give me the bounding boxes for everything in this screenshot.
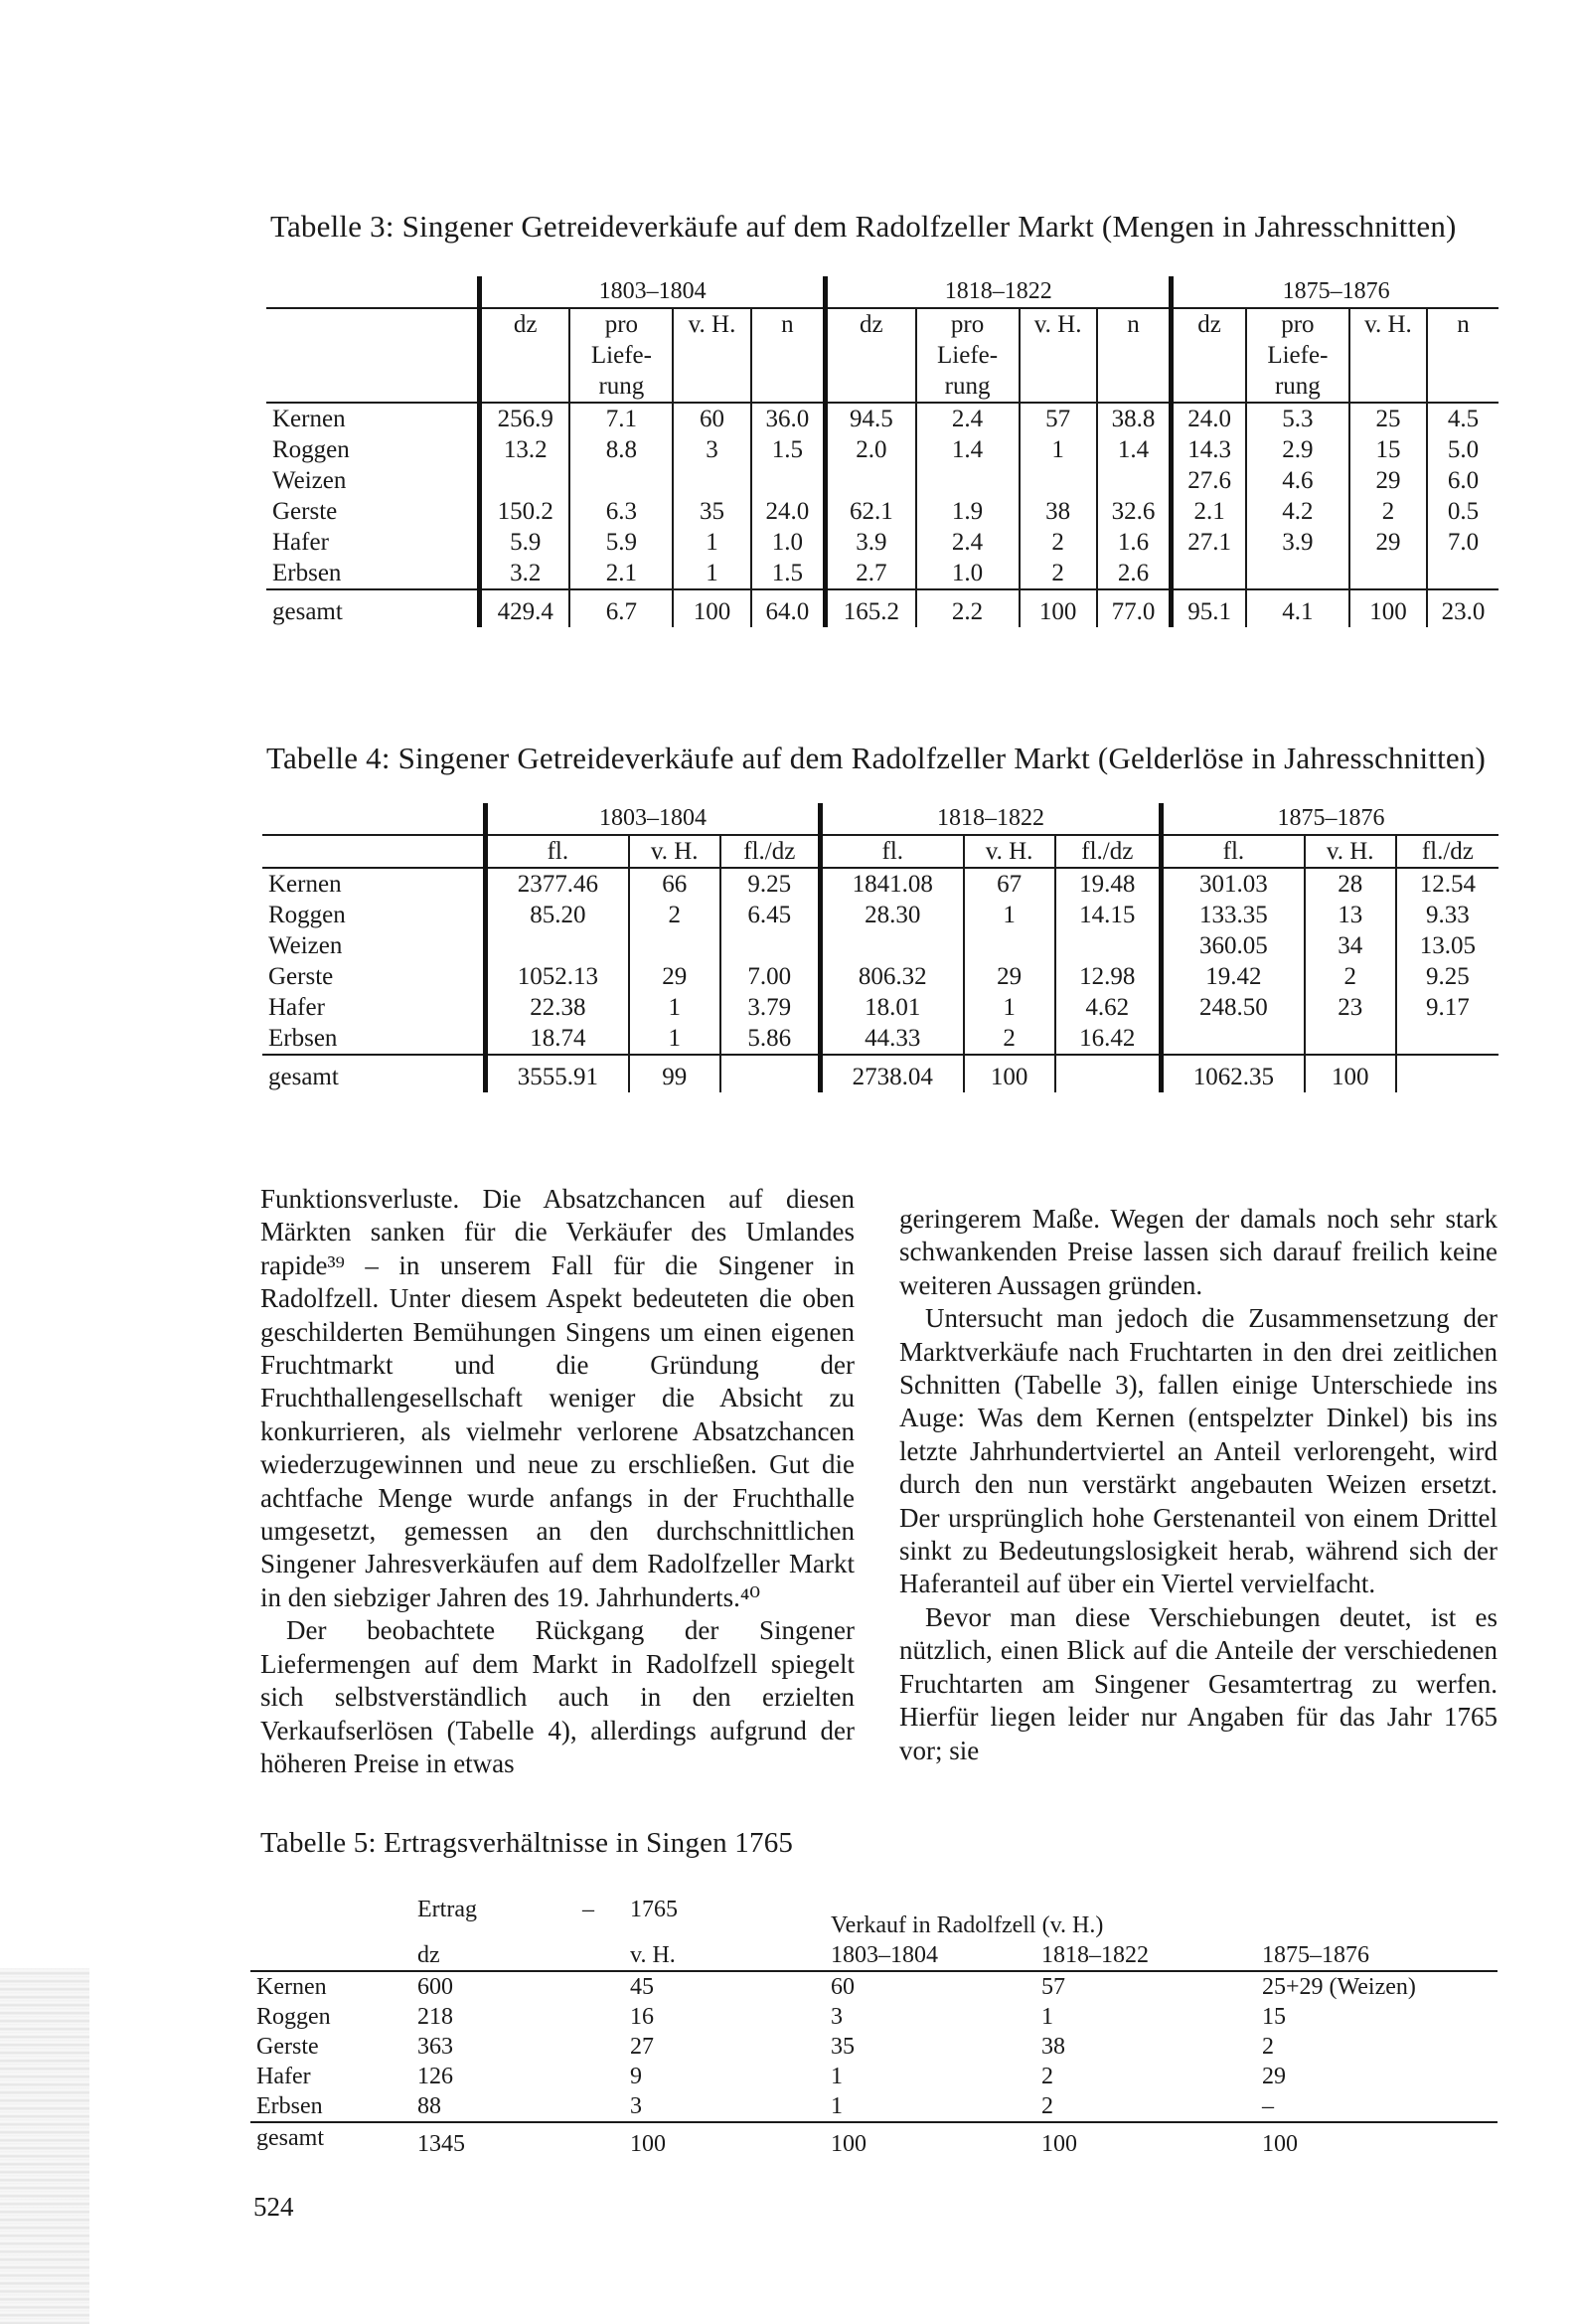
paragraph: Bevor man diese Verschiebungen deutet, ist es nützlich, einen Blick auf die Anteile der verschiedenen Fruchtarten am Singener Gesamtertrag zu werfen. Hierfür liegen leider nur Angaben für das Jahr 1765 vor; sie [899, 1601, 1498, 1765]
table3-cell: 23.0 [1427, 589, 1498, 627]
table3-cell: 38 [1020, 496, 1097, 527]
table4-cell: 9.25 [1396, 961, 1498, 992]
table3-cell [569, 465, 673, 496]
table5-cell: 100 [1035, 2122, 1256, 2159]
table4-cell [1396, 1055, 1498, 1092]
table4-row-label: gesamt [262, 1055, 486, 1092]
table3-cell: 2.1 [1172, 496, 1246, 527]
table4-cell: 133.35 [1162, 900, 1305, 930]
table5-row-label: Erbsen [256, 2093, 323, 2119]
table4-cell: 2 [964, 1023, 1055, 1055]
table3-cell: 6.0 [1427, 465, 1498, 496]
table4-cell: 12.98 [1055, 961, 1162, 992]
table5-cell: 16 [630, 2004, 654, 2030]
table3-cell: 24.0 [751, 496, 826, 527]
table4-cell: 4.62 [1055, 992, 1162, 1023]
table3-subheader: pro Liefe- rung [569, 308, 673, 403]
table4-cell [486, 930, 629, 961]
table3-cell [1020, 465, 1097, 496]
table5-cell: 100 [624, 2122, 825, 2159]
table3-cell: 100 [1349, 589, 1427, 627]
table3-cell [1172, 558, 1246, 589]
table4-cell: 85.20 [486, 900, 629, 930]
table4-cell: 9.25 [720, 868, 821, 900]
table4-subheader: fl. [486, 835, 629, 868]
table3-cell: 24.0 [1172, 403, 1246, 434]
table4-cell [1055, 1055, 1162, 1092]
table3-cell: 1.4 [1097, 434, 1172, 465]
table5-cell: – [1262, 2093, 1274, 2119]
table4-cell: 19.48 [1055, 868, 1162, 900]
table4-row [262, 900, 1498, 930]
table3-cell: 4.1 [1246, 589, 1349, 627]
table5-total-row [250, 2122, 1498, 2159]
table5-spacer [552, 2032, 624, 2062]
table4-cell: 3.79 [720, 992, 821, 1023]
table3-cell: 5.0 [1427, 434, 1498, 465]
table3-cell [1349, 558, 1427, 589]
table3-cell: 4.6 [1246, 465, 1349, 496]
table5-spacer [552, 1971, 624, 2002]
table5-cell: 88 [417, 2093, 441, 2119]
table3-cell: 2.1 [569, 558, 673, 589]
table5-row [250, 1971, 1498, 2002]
table5-period: 1818–1822 [1035, 1940, 1256, 1971]
table4-cell [820, 930, 963, 961]
table5-cell: 60 [831, 1974, 855, 2000]
table5-cell: 1 [1041, 2004, 1053, 2030]
table5-cell: 600 [417, 1974, 453, 2000]
table3-cell: 2 [1020, 558, 1097, 589]
table5-cell: 1 [831, 2064, 843, 2089]
table3-cell: 36.0 [751, 403, 826, 434]
table4-cell: 28.30 [820, 900, 963, 930]
table3-cell: 64.0 [751, 589, 826, 627]
table5-row [250, 2032, 1498, 2062]
table4-cell: 34 [1305, 930, 1396, 961]
table5-row-label: gesamt [250, 2122, 411, 2159]
table5-header-ertrag: Ertrag [417, 1897, 477, 1922]
table3-row [266, 496, 1498, 527]
table3-cell: 2.0 [826, 434, 916, 465]
table5-cell: 1 [831, 2093, 843, 2119]
table3-cell: 429.4 [480, 589, 570, 627]
table4-row-label: Gerste [268, 963, 334, 990]
table3-cell: 57 [1020, 403, 1097, 434]
table3-cell: 62.1 [826, 496, 916, 527]
table4-cell [1305, 1023, 1396, 1055]
table3-cell: 77.0 [1097, 589, 1172, 627]
table4-cell: 99 [629, 1055, 720, 1092]
table3-row [266, 465, 1498, 496]
table4 [262, 803, 1498, 1092]
table3-cell: 2.2 [916, 589, 1020, 627]
paragraph: Funktionsverluste. Die Absatzchancen auf diesen Märkten sanken für die Verkäufer des Umlandes rapide³⁹ – in unserem Fall für die Singener in Radolfzell. Unter diesem Aspekt bedeuteten die oben geschilderten Bemühungen Singens um einen eigenen Fruchtmarkt und die Gründung der Fruchthallengesellschaft weniger die Absicht zu konkurrieren, als vielmehr verlorene Absatzchancen wiederzugewinnen und neue zu erschließen. Gut die achtfache Menge wurde anfangs in der Fruchthalle umgesetzt, gemessen an den durchschnittlichen Singener Jahresverkäufen auf dem Radolfzeller Markt in den siebziger Jahren des 19. Jahrhunderts.⁴⁰ [260, 1184, 855, 1612]
table5-header-dz: dz [411, 1940, 552, 1971]
table3-cell [826, 465, 916, 496]
table3-cell: 2.6 [1097, 558, 1172, 589]
table4-period-1: 1803–1804 [486, 803, 821, 835]
table3-cell: 100 [673, 589, 750, 627]
table4-cell: 18.01 [820, 992, 963, 1023]
table3-total-row [266, 589, 1498, 627]
table3-cell: 3.9 [1246, 527, 1349, 558]
table4-cell: 23 [1305, 992, 1396, 1023]
table5-header-dash: – [582, 1897, 594, 1922]
table3-subheader: dz [480, 308, 570, 403]
table3-cell [1246, 558, 1349, 589]
table4-cell [1055, 930, 1162, 961]
table4-row-label: Erbsen [268, 1025, 338, 1052]
table3-subheader: pro Liefe- rung [1246, 308, 1349, 403]
table4-row-label: Roggen [268, 902, 346, 928]
table3-cell: 1.4 [916, 434, 1020, 465]
table3-period-1: 1803–1804 [480, 276, 826, 308]
table4-row-label: Hafer [268, 994, 325, 1021]
table3-cell: 256.9 [480, 403, 570, 434]
table3-cell: 25 [1349, 403, 1427, 434]
table4-cell: 28 [1305, 868, 1396, 900]
table5-row [250, 2091, 1498, 2122]
table5-header-year: 1765 [630, 1897, 678, 1922]
table5-row-label: Gerste [256, 2034, 319, 2060]
table4-cell: 6.45 [720, 900, 821, 930]
table5-cell: 3 [630, 2093, 642, 2119]
table3-cell: 5.9 [480, 527, 570, 558]
table5-cell: 29 [1262, 2064, 1286, 2089]
table5-cell: 45 [630, 1974, 654, 2000]
table3-cell: 35 [673, 496, 750, 527]
table5-cell: 2 [1041, 2064, 1053, 2089]
table4-caption: Tabelle 4: Singener Getreideverkäufe auf dem Radolfzeller Markt (Gelderlöse in Jahresschnitten) [266, 741, 1487, 775]
table3-cell: 14.3 [1172, 434, 1246, 465]
table4-cell: 13.05 [1396, 930, 1498, 961]
table4-cell: 16.42 [1055, 1023, 1162, 1055]
table4-row-label: Weizen [268, 932, 343, 959]
table3-cell: 2 [1020, 527, 1097, 558]
table4-subheader: fl./dz [1055, 835, 1162, 868]
table3-cell: 0.5 [1427, 496, 1498, 527]
table5 [250, 1895, 1498, 2159]
table3-cell: 165.2 [826, 589, 916, 627]
table4-cell: 2 [1305, 961, 1396, 992]
paragraph: geringerem Maße. Wegen der damals noch sehr stark schwankenden Preise lassen sich darauf freilich keine weiteren Aussagen gründen. [899, 1204, 1498, 1300]
table4-cell: 1062.35 [1162, 1055, 1305, 1092]
table3-cell: 27.6 [1172, 465, 1246, 496]
table4-cell: 806.32 [820, 961, 963, 992]
table3-cell: 1.9 [916, 496, 1020, 527]
table4-row [262, 868, 1498, 900]
table3-row-label: Gerste [272, 498, 338, 525]
table3-cell: 7.0 [1427, 527, 1498, 558]
table4-cell: 1052.13 [486, 961, 629, 992]
table3-cell: 6.7 [569, 589, 673, 627]
table3-cell [480, 465, 570, 496]
table4-cell: 360.05 [1162, 930, 1305, 961]
table4-cell: 2377.46 [486, 868, 629, 900]
table5-header-vh: v. H. [624, 1940, 825, 1971]
table3-cell: 1 [1020, 434, 1097, 465]
page-number: 524 [253, 2192, 294, 2222]
table4-cell: 66 [629, 868, 720, 900]
table5-cell: 363 [417, 2034, 453, 2060]
table3-row-label: gesamt [266, 589, 480, 627]
table5-cell: 126 [417, 2064, 453, 2089]
table5-row [250, 2002, 1498, 2032]
table3-row [266, 527, 1498, 558]
table5-spacer [552, 2062, 624, 2091]
table4-cell [1162, 1023, 1305, 1055]
table4-cell: 100 [964, 1055, 1055, 1092]
table3-subheader: dz [826, 308, 916, 403]
table4-cell [720, 930, 821, 961]
table3-row-label: Weizen [272, 467, 347, 494]
table3-row-label: Erbsen [272, 560, 342, 586]
table3-cell: 7.1 [569, 403, 673, 434]
table5-spacer [552, 2002, 624, 2032]
table5-spacer [552, 2122, 624, 2159]
table4-cell [1396, 1023, 1498, 1055]
table5-header-verkauf: Verkauf in Radolfzell (v. H.) [831, 1912, 1104, 1938]
table3-cell: 3 [673, 434, 750, 465]
table4-cell [629, 930, 720, 961]
table3 [266, 276, 1498, 627]
table3-subheader: n [1097, 308, 1172, 403]
table3-caption: Tabelle 3: Singener Getreideverkäufe auf dem Radolfzeller Markt (Mengen in Jahresschnitten) [270, 209, 1457, 244]
table3-cell: 1.5 [751, 434, 826, 465]
table4-cell: 100 [1305, 1055, 1396, 1092]
table4-cell: 1 [964, 992, 1055, 1023]
table5-cell: 38 [1041, 2034, 1065, 2060]
table3-cell: 5.3 [1246, 403, 1349, 434]
table3-row [266, 403, 1498, 434]
table4-cell [964, 930, 1055, 961]
table5-cell: 100 [1256, 2122, 1498, 2159]
table3-cell [751, 465, 826, 496]
table3-cell: 2.9 [1246, 434, 1349, 465]
table3-cell: 150.2 [480, 496, 570, 527]
table3-cell: 1.5 [751, 558, 826, 589]
table3-cell: 5.9 [569, 527, 673, 558]
paragraph: Untersucht man jedoch die Zusammensetzung der Marktverkäufe nach Fruchtarten in den drei zeitlichen Schnitten (Tabelle 3), fallen einige Unterschiede ins Auge: Was dem Kernen (entspelzter Dinkel) bis ins letzte Jahrhundertviertel an Anteil verlorengeht, wird durch den nun verstärkt angebauten Weizen ersetzt. Der ursprünglich hohe Gerstenanteil von einem Drittel sinkt zu Bedeutungslosigkeit herab, während sich der Haferanteil auf über ein Viertel vervielfacht. [899, 1303, 1498, 1599]
table4-cell: 1 [964, 900, 1055, 930]
table3-cell: 95.1 [1172, 589, 1246, 627]
table4-cell: 1 [629, 1023, 720, 1055]
table3-row [266, 434, 1498, 465]
table5-cell: 3 [831, 2004, 843, 2030]
table4-row-label: Kernen [268, 871, 342, 898]
table4-cell [720, 1055, 821, 1092]
table5-cell: 35 [831, 2034, 855, 2060]
table4-cell: 2738.04 [820, 1055, 963, 1092]
table4-cell: 18.74 [486, 1023, 629, 1055]
table4-cell: 9.17 [1396, 992, 1498, 1023]
table5-caption: Tabelle 5: Ertragsverhältnisse in Singen 1765 [260, 1827, 794, 1859]
table4-row [262, 930, 1498, 961]
table4-cell: 2 [629, 900, 720, 930]
table3-subheader: dz [1172, 308, 1246, 403]
table3-cell: 3.9 [826, 527, 916, 558]
table3-subheader: v. H. [1020, 308, 1097, 403]
table5-period: 1803–1804 [825, 1940, 1035, 1971]
table4-subheader: v. H. [629, 835, 720, 868]
table3-cell: 15 [1349, 434, 1427, 465]
table3-subheader: pro Liefe- rung [916, 308, 1020, 403]
table4-period-2: 1818–1822 [820, 803, 1161, 835]
table3-cell [673, 465, 750, 496]
table5-cell: 25+29 (Weizen) [1262, 1974, 1416, 2000]
table4-cell: 3555.91 [486, 1055, 629, 1092]
body-text-right-column [899, 1203, 1498, 1767]
table3-cell: 4.5 [1427, 403, 1498, 434]
table3-row-label: Roggen [272, 436, 350, 463]
table5-cell: 27 [630, 2034, 654, 2060]
table4-cell: 19.42 [1162, 961, 1305, 992]
table4-cell: 12.54 [1396, 868, 1498, 900]
table3-cell: 27.1 [1172, 527, 1246, 558]
table5-cell: 9 [630, 2064, 642, 2089]
table3-subheader: v. H. [1349, 308, 1427, 403]
table3-cell: 60 [673, 403, 750, 434]
table4-cell: 301.03 [1162, 868, 1305, 900]
table3-row-label: Kernen [272, 406, 346, 432]
table4-cell: 29 [629, 961, 720, 992]
table4-period-3: 1875–1876 [1162, 803, 1498, 835]
table4-cell: 7.00 [720, 961, 821, 992]
table4-cell: 1841.08 [820, 868, 963, 900]
table4-cell: 1 [629, 992, 720, 1023]
table5-row [250, 2062, 1498, 2091]
table5-cell: 218 [417, 2004, 453, 2030]
table4-subheader: fl. [1162, 835, 1305, 868]
table3-cell: 6.3 [569, 496, 673, 527]
table3-cell: 1.6 [1097, 527, 1172, 558]
table3-period-3: 1875–1876 [1172, 276, 1498, 308]
table4-cell: 29 [964, 961, 1055, 992]
table3-cell [1427, 558, 1498, 589]
table3-period-2: 1818–1822 [826, 276, 1172, 308]
table3-cell: 29 [1349, 527, 1427, 558]
table5-period: 1875–1876 [1256, 1940, 1498, 1971]
table5-row-label: Hafer [256, 2064, 311, 2089]
table4-total-row [262, 1055, 1498, 1092]
table3-cell: 1.0 [751, 527, 826, 558]
table4-subheader: fl./dz [1396, 835, 1498, 868]
table3-cell: 2.7 [826, 558, 916, 589]
table3-cell: 29 [1349, 465, 1427, 496]
table3-cell: 8.8 [569, 434, 673, 465]
table3-cell [916, 465, 1020, 496]
table4-cell: 14.15 [1055, 900, 1162, 930]
table3-cell: 4.2 [1246, 496, 1349, 527]
table4-row [262, 992, 1498, 1023]
table3-cell: 13.2 [480, 434, 570, 465]
table4-subheader: fl./dz [720, 835, 821, 868]
table3-subheader: n [1427, 308, 1498, 403]
table4-subheader: v. H. [964, 835, 1055, 868]
table3-cell: 1.0 [916, 558, 1020, 589]
table5-cell: 1345 [411, 2122, 552, 2159]
table3-subheader: n [751, 308, 826, 403]
table5-row-label: Roggen [256, 2004, 331, 2030]
table3-cell: 32.6 [1097, 496, 1172, 527]
table4-cell: 13 [1305, 900, 1396, 930]
table3-row-label: Hafer [272, 529, 329, 556]
table3-cell [1097, 465, 1172, 496]
table4-cell: 44.33 [820, 1023, 963, 1055]
table5-cell: 100 [825, 2122, 1035, 2159]
table3-cell: 100 [1020, 589, 1097, 627]
table4-cell: 22.38 [486, 992, 629, 1023]
table4-cell: 248.50 [1162, 992, 1305, 1023]
table4-cell: 5.86 [720, 1023, 821, 1055]
table3-cell: 3.2 [480, 558, 570, 589]
table3-cell: 2.4 [916, 403, 1020, 434]
table4-subheader: v. H. [1305, 835, 1396, 868]
table3-cell: 38.8 [1097, 403, 1172, 434]
table3-cell: 1 [673, 527, 750, 558]
table5-cell: 2 [1041, 2093, 1053, 2119]
table5-cell: 15 [1262, 2004, 1286, 2030]
table4-row [262, 1023, 1498, 1055]
table3-cell: 94.5 [826, 403, 916, 434]
table5-cell: 57 [1041, 1974, 1065, 2000]
table5-spacer [552, 2091, 624, 2122]
body-text-left-column [260, 1183, 855, 1780]
table3-cell: 2 [1349, 496, 1427, 527]
table5-cell: 2 [1262, 2034, 1274, 2060]
table3-subheader: v. H. [673, 308, 750, 403]
table4-cell: 9.33 [1396, 900, 1498, 930]
table4-subheader: fl. [820, 835, 963, 868]
scan-edge-artifact [0, 1968, 89, 2324]
table4-cell: 67 [964, 868, 1055, 900]
paragraph: Der beobachtete Rückgang der Singener Liefermengen auf dem Markt in Radolfzell spiegelt sich selbstverständlich auch in den erzielten Verkaufserlösen (Tabelle 4), allerdings aufgrund der höheren Preise in etwas [260, 1615, 855, 1778]
table3-cell: 1 [673, 558, 750, 589]
table3-cell: 2.4 [916, 527, 1020, 558]
table3-row [266, 558, 1498, 589]
table5-row-label: Kernen [256, 1974, 327, 2000]
table4-row [262, 961, 1498, 992]
